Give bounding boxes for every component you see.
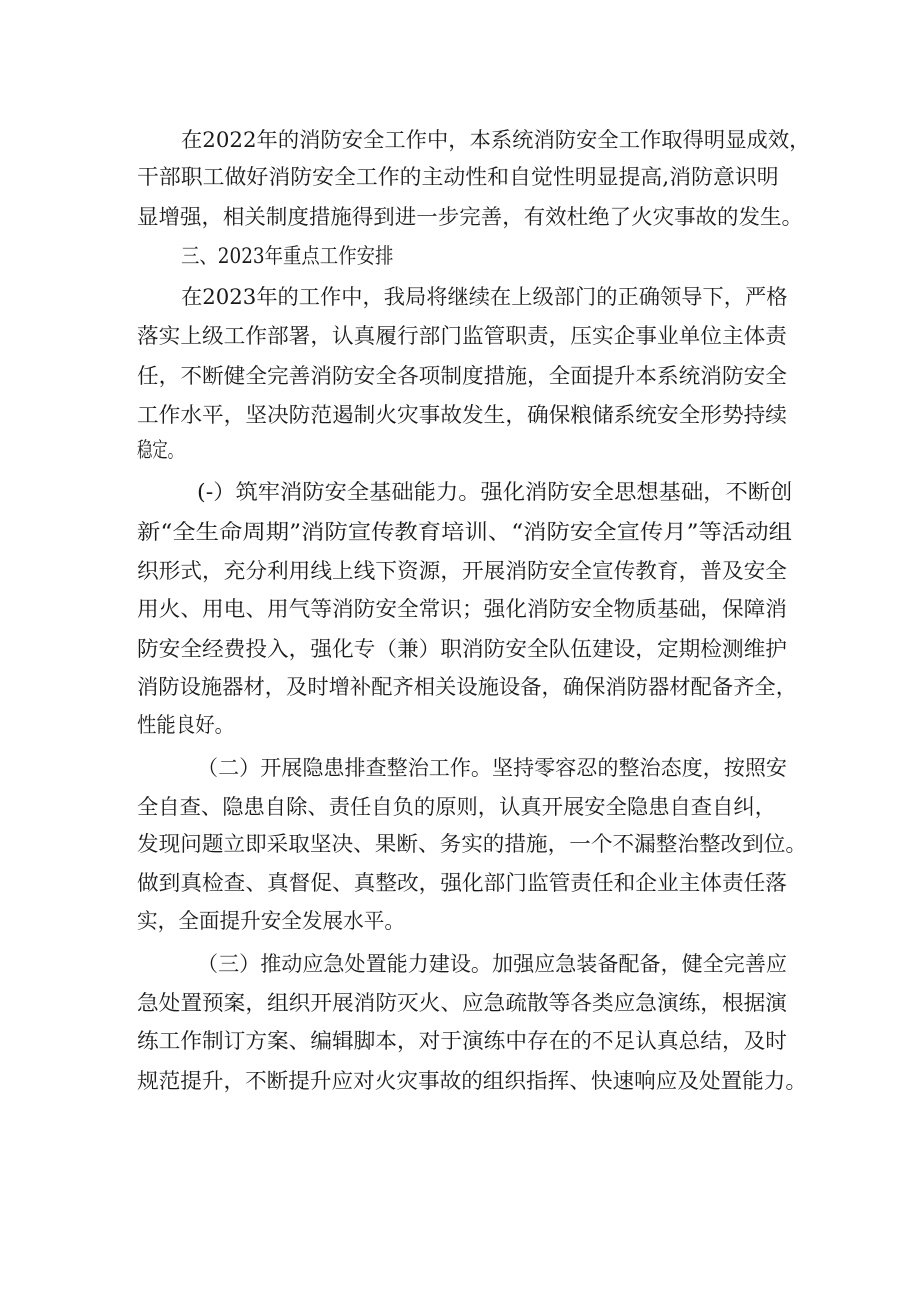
text-line: （三）推动应急处置能力建设。加强应急装备配备，健全完善应 [197,952,787,976]
text-line: 规范提升，不断提升应对火灾事故的组织指挥、快速响应及处置能力。 [137,1069,808,1093]
section-heading: 三、2023年重点工作安排 [181,244,394,268]
text-line: 实，全面提升安全发展水平。 [137,909,406,933]
text-line: 新“全生命周期”消防宣传教育培训、“消防安全宣传月”等活动组 [137,520,792,544]
text-line: 显增强，相关制度措施得到进一步完善，有效杜绝了火灾事故的发生。 [137,205,803,229]
text-line: 在2023年的工作中，我局将继续在上级部门的正确领导下，严格 [181,285,788,309]
text-line: 干部职工做好消防安全工作的主动性和自觉性明显提高,消防意识明 [137,165,779,189]
text-line: 在2022年的消防安全工作中，本系统消防安全工作取得明显成效， [181,128,811,152]
text-line: 落实上级工作部署，认真履行部门监管职责，压实企事业单位主体责 [137,324,787,348]
text-line: （二）开展隐患排查整治工作。坚持零容忍的整治态度，按照安 [197,756,787,780]
text-line: 做到真检查、真督促、真整改，强化部门监管责任和企业主体责任落 [137,871,787,895]
text-line: 消防设施器材，及时增补配齐相关设施设备，确保消防器材配备齐全， [137,675,797,699]
text-line: 全自查、隐患自除、责任自负的原则，认真开展安全隐患自查自纠， [137,795,777,819]
text-line: 任，不断健全完善消防安全各项制度措施，全面提升本系统消防安全 [137,364,787,388]
text-line: 性能良好。 [137,713,234,737]
text-line: 防安全经费投入，强化专（兼）职消防安全队伍建设，定期检测维护 [137,637,787,661]
text-line: 急处置预案，组织开展消防灭火、应急疏散等各类应急演练，根据演 [137,991,787,1015]
text-line: 工作水平，坚决防范遏制火灾事故发生，确保粮储系统安全形势持续 [137,403,787,427]
text-line: 发现问题立即采取坚决、果断、务实的措施，一个不漏整治整改到位。 [137,832,808,856]
text-line: 织形式，充分利用线上线下资源，开展消防安全宣传教育，普及安全 [137,559,787,583]
text-line: 练工作制订方案、编辑脚本，对于演练中存在的不足认真总结，及时 [137,1029,787,1053]
text-line: 用火、用电、用气等消防安全常识；强化消防安全物质基础，保障消 [137,597,787,621]
text-line: 稳定。 [137,438,184,462]
text-line: (-）筑牢消防安全基础能力。强化消防安全思想基础，不断创 [197,480,793,504]
